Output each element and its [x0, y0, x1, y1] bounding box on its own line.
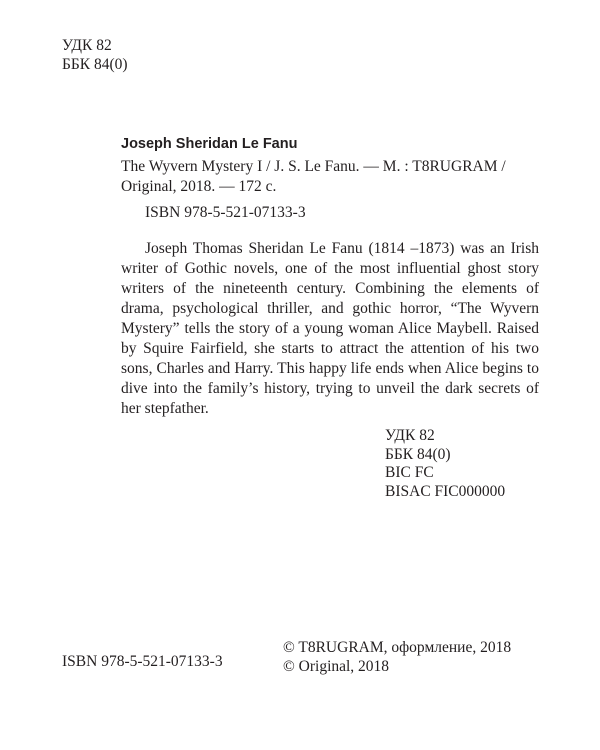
- bisac-code: BISAC FIC000000: [385, 482, 506, 500]
- bibliographic-record: The Wyvern Mystery I / J. S. Le Fanu. — M. : T8RUGRAM / Original, 2018. — 172 c.: [121, 158, 506, 195]
- bic-code: BIC FC: [385, 464, 434, 481]
- top-classification-codes: [62, 37, 128, 74]
- bbk-code: ББК 84(0): [62, 55, 128, 73]
- annotation-text: Joseph Thomas Sheridan Le Fanu (1814 –1873) was an Irish writer of Gothic novels, one of the most influential ghost story writers of the nineteenth century. Combining the elements of drama, psychological thriller, and gothic horror, “The Wyvern Mystery” tells the story of a young woman Alice Maybell. Raised by Squire Fairfield, she starts to attract the attention of his two sons, Charles and Harry. This happy life ends when Alice begins to dive into the family’s history, trying to unveil the dark secrets of her stepfather.: [121, 240, 539, 417]
- annotation: [121, 239, 539, 419]
- copyright-notices: [283, 639, 511, 676]
- copyright-publisher: © Original, 2018: [283, 657, 390, 675]
- udk-code: УДК 82: [62, 37, 112, 54]
- udk-code-repeat: УДК 82: [385, 427, 435, 444]
- copyright-design: © T8RUGRAM, оформление, 2018: [283, 639, 512, 656]
- classification-codes: [385, 427, 505, 501]
- bbk-code-repeat: ББК 84(0): [385, 445, 451, 463]
- bottom-isbn: ISBN 978-5-521-07133-3: [62, 653, 223, 670]
- isbn: ISBN 978-5-521-07133-3: [145, 204, 306, 221]
- author-name: Joseph Sheridan Le Fanu: [121, 136, 298, 152]
